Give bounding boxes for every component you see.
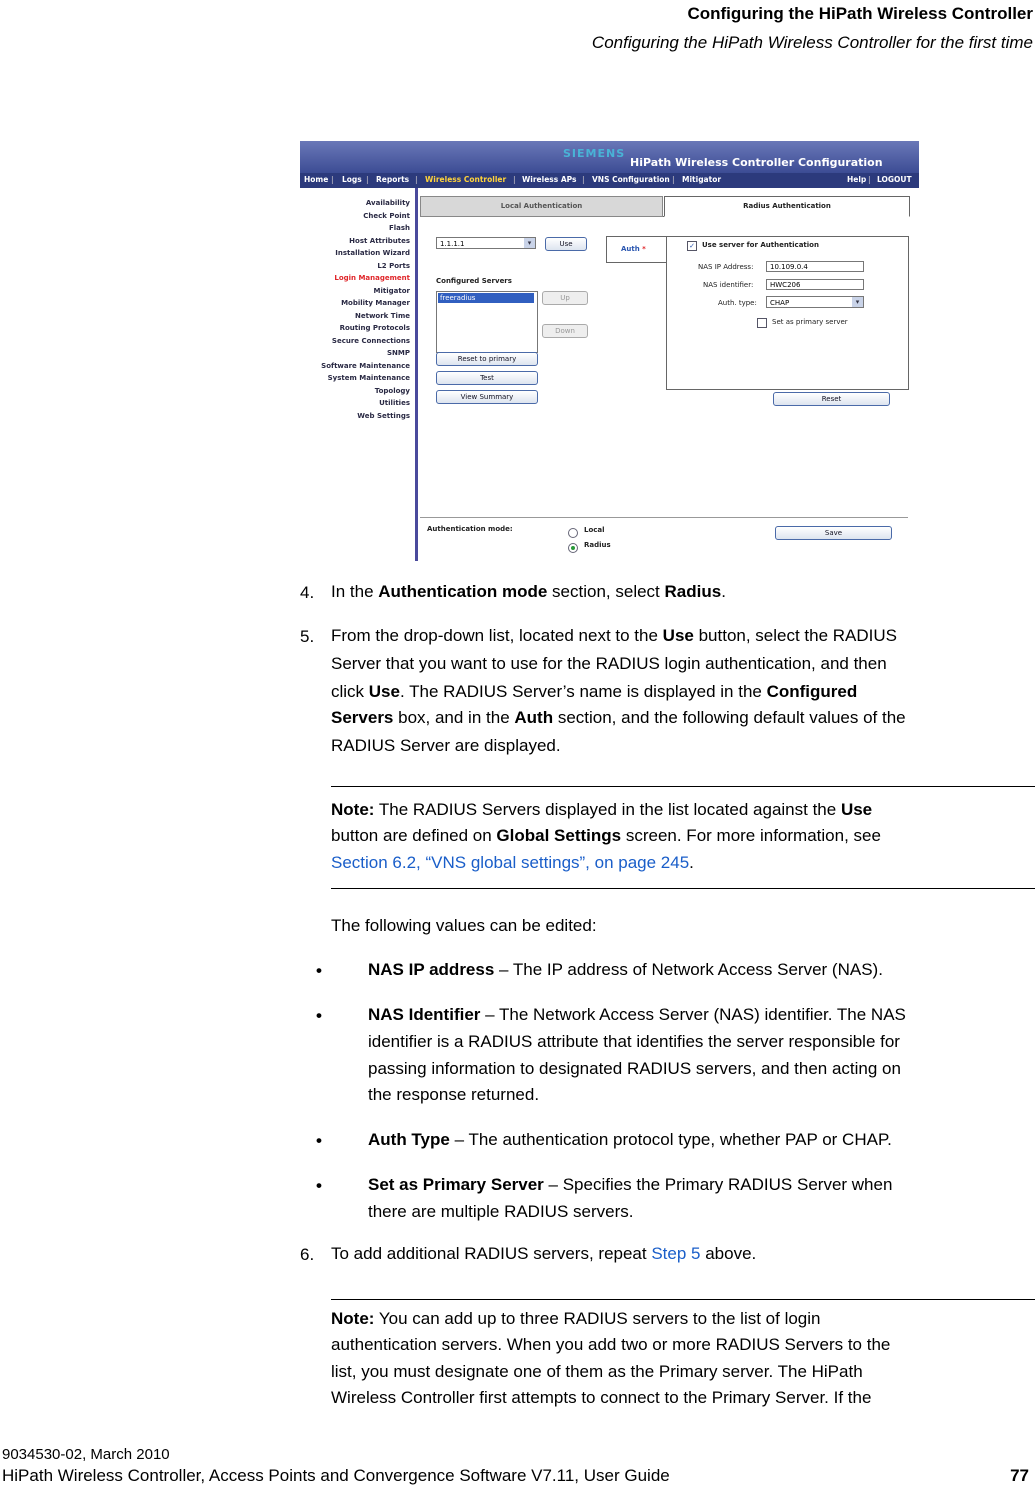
text: button, select the RADIUS (693, 626, 898, 645)
bullet-line: identifier is a RADIUS attribute that identifies the server responsible for (368, 1032, 900, 1051)
footer-docid: 9034530-02, March 2010 (2, 1446, 170, 1463)
menu-help[interactable]: Help (847, 175, 867, 184)
menu-separator: | (366, 175, 369, 184)
menu-home[interactable]: Home (304, 175, 329, 184)
term: Servers (331, 708, 394, 727)
bullet-line: the response returned. (368, 1085, 540, 1104)
note-label: Note: (331, 1309, 375, 1328)
term: Radius (664, 582, 722, 601)
up-button[interactable]: Up (542, 291, 588, 305)
text: above. (700, 1244, 757, 1263)
use-server-checkbox[interactable]: ✓ (687, 241, 697, 251)
radio-radius-label: Radius (584, 541, 611, 549)
sidebar-item[interactable]: Software Maintenance (321, 361, 410, 370)
chapter-header: Configuring the HiPath Wireless Controller (687, 4, 1033, 23)
step-number: 6. (300, 1245, 315, 1264)
step-5-line: RADIUS Server are displayed. (331, 736, 561, 755)
note-rule (331, 1299, 1035, 1300)
term: Use (368, 682, 400, 701)
footer-title: HiPath Wireless Controller, Access Points and Convergence Software V7.11, User Guide (2, 1466, 670, 1485)
sidebar-item-login-management[interactable]: Login Management (334, 274, 410, 282)
term: Authentication mode (378, 582, 548, 601)
sidebar-item[interactable]: L2 Ports (377, 261, 410, 270)
note-2-line: Wireless Controller first attempts to connect to the Primary Server. If the (331, 1388, 872, 1407)
app-title: HiPath Wireless Controller Configuration (630, 156, 883, 169)
bullet: • (316, 1006, 322, 1025)
menu-reports[interactable]: Reports (376, 175, 410, 184)
sidebar-item[interactable]: Availability (365, 199, 410, 207)
bullet-line: there are multiple RADIUS servers. (368, 1202, 634, 1221)
primary-server-label: Set as primary server (772, 318, 848, 326)
auth-type-label: Auth. type: (718, 299, 757, 307)
radio-local[interactable] (568, 528, 578, 538)
chevron-down-icon: ▾ (852, 297, 863, 307)
menu-separator: | (513, 175, 516, 184)
auth-tab-label: Auth (621, 245, 640, 253)
bullet-auth-type (368, 1128, 892, 1153)
down-button[interactable]: Down (542, 324, 588, 338)
note-2-line: authentication servers. When you add two or more RADIUS Servers to the (331, 1335, 891, 1354)
term: Use (840, 800, 873, 819)
radio-radius[interactable] (568, 543, 578, 553)
nas-identifier-label: NAS identifier: (703, 281, 754, 289)
text: screen. For more information, see (621, 826, 881, 845)
text: You can add up to three RADIUS servers to the list of login (374, 1309, 821, 1328)
reset-button[interactable]: Reset (773, 392, 890, 406)
sidebar-item[interactable]: Network Time (355, 311, 410, 320)
text: button are defined on (331, 826, 497, 845)
step-number: 4. (300, 583, 315, 602)
text: box, and in the (393, 708, 515, 727)
term: Global Settings (496, 826, 622, 845)
step-6-text (331, 1242, 756, 1267)
radio-local-label: Local (584, 526, 605, 534)
term: NAS Identifier (368, 1005, 481, 1024)
bullet-nas-identifier (368, 1003, 906, 1028)
sidebar-item[interactable]: Check Point (363, 211, 410, 220)
note-label: Note: (331, 800, 375, 819)
bullet: • (316, 1176, 322, 1195)
text: – The authentication protocol type, whether PAP or CHAP. (449, 1130, 892, 1149)
sidebar-item[interactable]: Routing Protocols (339, 324, 410, 332)
tab-local-authentication[interactable]: Local Authentication (420, 196, 663, 217)
test-button[interactable]: Test (436, 371, 538, 385)
bullet: • (316, 1131, 322, 1150)
configured-servers-label: Configured Servers (436, 277, 512, 285)
text: . (721, 582, 726, 601)
auth-type-value: CHAP (770, 299, 790, 307)
menu-logs[interactable]: Logs (342, 175, 362, 184)
text: . (689, 853, 694, 872)
step-5-line: Server that you want to use for the RADIUS login authentication, and then (331, 654, 887, 673)
bullet-primary-server (368, 1173, 892, 1198)
menu-separator: | (331, 175, 334, 184)
menu-mitigator[interactable]: Mitigator (682, 175, 722, 184)
menu-separator: | (672, 175, 675, 184)
sidebar-item[interactable]: Mitigator (373, 286, 410, 295)
use-server-label: Use server for Authentication (702, 241, 819, 249)
list-item[interactable]: freeradius (438, 293, 534, 303)
menu-wireless-aps[interactable]: Wireless APs (522, 175, 577, 184)
text: – The IP address of Network Access Server (NAS). (494, 960, 883, 979)
sidebar-item[interactable]: Host Attributes (349, 236, 410, 245)
menu-vns-configuration[interactable]: VNS Configuration (592, 175, 670, 184)
note-rule (331, 786, 1035, 787)
edited-intro: The following values can be edited: (331, 916, 597, 935)
text: click (331, 682, 369, 701)
sidebar-item[interactable]: Web Settings (357, 411, 410, 420)
top-menu (300, 173, 919, 188)
term: Use (662, 626, 694, 645)
auth-tabs (420, 196, 909, 217)
section-header: Configuring the HiPath Wireless Controller for the first time (591, 33, 1033, 52)
sidebar-item[interactable]: SNMP (387, 349, 410, 357)
term: NAS IP address (368, 960, 495, 979)
nas-ip-input[interactable]: 10.109.0.4 (766, 261, 864, 272)
text: – The Network Access Server (NAS) identifier. The NAS (480, 1005, 906, 1024)
menu-separator: | (415, 175, 418, 184)
text: section, select (547, 582, 665, 601)
sidebar-item[interactable]: Mobility Manager (341, 299, 410, 307)
chevron-down-icon: ▾ (524, 238, 535, 248)
menu-separator: | (582, 175, 585, 184)
divider (420, 517, 908, 518)
note-2-line (331, 1307, 821, 1332)
note-1-line (331, 851, 694, 876)
view-summary-button[interactable]: View Summary (436, 390, 538, 404)
controller-screenshot (300, 141, 919, 561)
sidebar-item[interactable]: Secure Connections (331, 336, 410, 345)
step-5-link[interactable]: Step 5 (651, 1244, 701, 1263)
sidebar-item[interactable]: Installation Wizard (335, 249, 410, 257)
required-star: * (642, 245, 646, 253)
nas-ip-label: NAS IP Address: (698, 263, 754, 271)
auth-settings-panel (666, 236, 909, 390)
bullet-nas-ip (368, 958, 883, 983)
authentication-mode-label: Authentication mode: (427, 525, 513, 533)
text: To add additional RADIUS servers, repeat (331, 1244, 652, 1263)
note-1-line (331, 798, 872, 823)
tab-radius-authentication[interactable]: Radius Authentication (664, 196, 910, 217)
menu-logout[interactable]: LOGOUT (877, 175, 912, 184)
save-button[interactable]: Save (775, 526, 892, 540)
step-number: 5. (300, 627, 315, 646)
reset-to-primary-button[interactable]: Reset to primary (436, 352, 538, 366)
note-rule (331, 888, 1035, 889)
term: Auth Type (368, 1130, 450, 1149)
global-settings-link[interactable]: Section 6.2, “VNS global settings”, on page 245 (331, 853, 690, 872)
bullet: • (316, 961, 322, 980)
sidebar-item[interactable]: System Maintenance (327, 374, 410, 382)
text: – Specifies the Primary RADIUS Server when (543, 1175, 893, 1194)
step-5-line (331, 624, 897, 649)
sidebar-item[interactable]: Utilities (379, 399, 410, 407)
auth-section-tab (606, 236, 666, 263)
auth-type-select[interactable] (766, 296, 864, 308)
bullet-line: passing information to designated RADIUS servers, and then acting on (368, 1059, 901, 1078)
menu-separator: | (868, 175, 871, 184)
term: Set as Primary Server (368, 1175, 544, 1194)
server-select-value: 1.1.1.1 (440, 240, 465, 248)
text: In the (331, 582, 379, 601)
note-1-line (331, 824, 881, 849)
sidebar-item[interactable]: Topology (374, 386, 410, 395)
step-5-line (331, 680, 857, 705)
step-5-line (331, 706, 906, 731)
app-banner (300, 141, 919, 173)
radius-server-select[interactable] (436, 237, 536, 249)
text: The RADIUS Servers displayed in the list located against the (374, 800, 841, 819)
brand-logo: SIEMENS (563, 147, 626, 160)
text: From the drop-down list, located next to the (331, 626, 663, 645)
primary-server-checkbox[interactable] (757, 318, 767, 328)
page-number: 77 (1010, 1466, 1029, 1485)
term: Configured (766, 682, 858, 701)
sidebar-divider (415, 188, 418, 561)
text: . The RADIUS Server’s name is displayed in the (399, 682, 767, 701)
step-4-text (331, 580, 726, 605)
configured-servers-list[interactable] (436, 291, 538, 353)
nas-identifier-input[interactable]: HWC206 (766, 279, 864, 290)
note-2-line: list, you must designate one of them as the Primary server. The HiPath (331, 1362, 863, 1381)
sidebar-item[interactable]: Flash (388, 224, 410, 232)
menu-wireless-controller[interactable]: Wireless Controller (425, 175, 507, 184)
text: section, and the following default values of the (553, 708, 906, 727)
term: Auth (514, 708, 554, 727)
use-button[interactable]: Use (545, 237, 587, 251)
